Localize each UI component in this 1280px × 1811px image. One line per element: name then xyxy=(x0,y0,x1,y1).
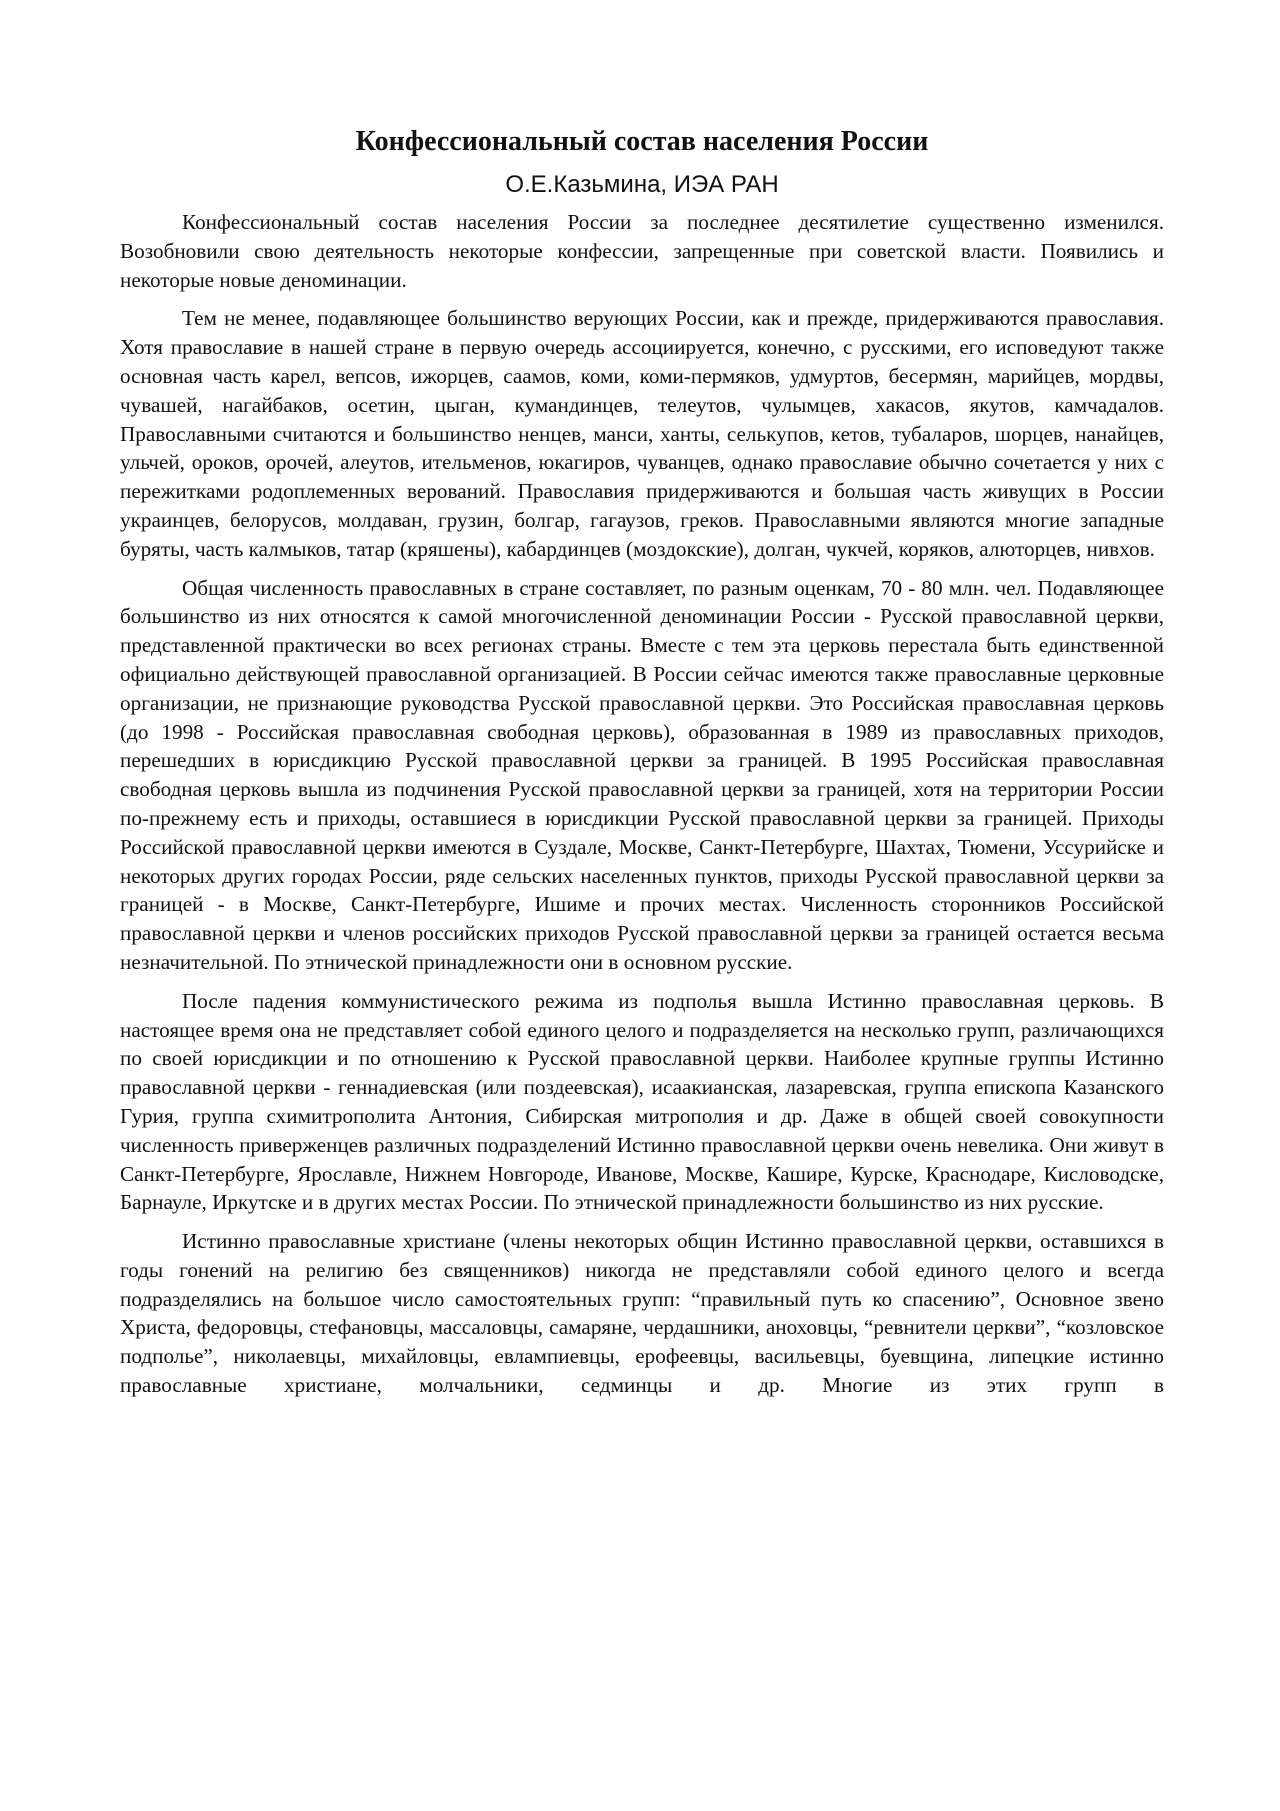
paragraph-1: Конфессиональный состав населения России за последнее десятилетие существенно изменился. Возобновили свою деятельность некоторые конфессии, запрещенные при советской власти. Появились и некоторые новые деноминации. xyxy=(120,210,1164,292)
paragraph-3: Общая численность православных в стране составляет, по разным оценкам, 70 - 80 млн. чел. Подавляющее большинство из них относятся к самой многочисленной деноминации России - Русской православной церкви, представленной практически во всех регионах страны. Вместе с тем эта церковь перестала быть единственной официально действующей православной организацией. В России сейчас имеются также православные церковные организации, не признающие руководства Русской православной церкви. Это Российская православная церковь (до 1998 - Российская православная свободная церковь), образованная в 1989 из православных приходов, перешедших в юрисдикцию Русской православной церкви за границей. В 1995 Российская православная свободная церковь вышла из подчинения Русской православной церкви за границей, хотя на территории России по-прежнему есть и приходы, оставшиеся в юрисдикции Русской православной церкви за границей. Приходы Российской православной церкви имеются в Суздале, Москве, Санкт-Петербурге, Шахтах, Тюмени, Уссурийске и некоторых других городах России, ряде сельских населенных пунктов, приходы Русской православной церкви за границей - в Москве, Санкт-Петербурге, Ишиме и прочих местах. Численность сторонников Российской православной церкви и членов российских приходов Русской православной церкви за границей остается весьма незначительной. По этнической принадлежности они в основном русские. xyxy=(120,575,1164,974)
document-title: Конфессиональный состав населения России xyxy=(355,126,929,157)
document-author: О.Е.Казьмина, ИЭА РАН xyxy=(505,171,779,198)
paragraph-5: Истинно православные христиане (члены некоторых общин Истинно православной церкви, оставшихся в годы гонений на религию без священников) никогда не представляли собой единого целого и всегда подразделялись на большое число самостоятельных групп: “правильный путь ко спасению”, Основное звено Христа, федоровцы, стефановцы, массаловцы, самаряне, чердашники, аноховцы, “ревнители церкви”, “козловское подполье”, николаевцы, михайловцы, евлампиевцы, ерофеевцы, васильевцы, буевщина, липецкие истинно православные христиане, молчальники, седминцы и др. Многие из этих групп в xyxy=(120,1229,1164,1398)
document-page xyxy=(120,122,1164,1410)
paragraph-2: Тем не менее, подавляющее большинство верующих России, как и прежде, придерживаются православия. Хотя православие в нашей стране в первую очередь ассоциируется, конечно, с русскими, его исповедуют также основная часть карел, вепсов, ижорцев, саамов, коми, коми-пермяков, удмуртов, бесермян, марийцев, мордвы, чувашей, нагайбаков, осетин, цыган, кумандинцев, телеутов, чулымцев, хакасов, якутов, камчадалов. Православными считаются и большинство ненцев, манси, ханты, селькупов, кетов, тубаларов, шорцев, нанайцев, ульчей, ороков, орочей, алеутов, ительменов, юкагиров, чуванцев, однако православие обычно сочетается у них с пережитками родоплеменных верований. Православия придерживаются и большая часть живущих в России украинцев, белорусов, молдаван, грузин, болгар, гагаузов, греков. Православными являются многие западные буряты, часть калмыков, татар (кряшены), кабардинцев (моздокские), долган, чукчей, коряков, алюторцев, нивхов. xyxy=(120,306,1164,561)
paragraph-4: После падения коммунистического режима из подполья вышла Истинно православная церковь. В настоящее время она не представляет собой единого целого и подразделяется на несколько групп, различающихся по своей юрисдикции и по отношению к Русской православной церкви. Наиболее крупные группы Истинно православной церкви - геннадиевская (или поздеевская), исаакианская, лазаревская, группа епископа Казанского Гурия, группа схимитрополита Антония, Сибирская митрополия и др. Даже в общей своей совокупности численность приверженцев различных подразделений Истинно православной церкви очень невелика. Они живут в Санкт-Петербурге, Ярославле, Нижнем Новгороде, Иванове, Москве, Кашире, Курске, Краснодаре, Кисловодске, Барнауле, Иркутске и в других местах России. По этнической принадлежности большинство из них русские. xyxy=(120,988,1164,1215)
